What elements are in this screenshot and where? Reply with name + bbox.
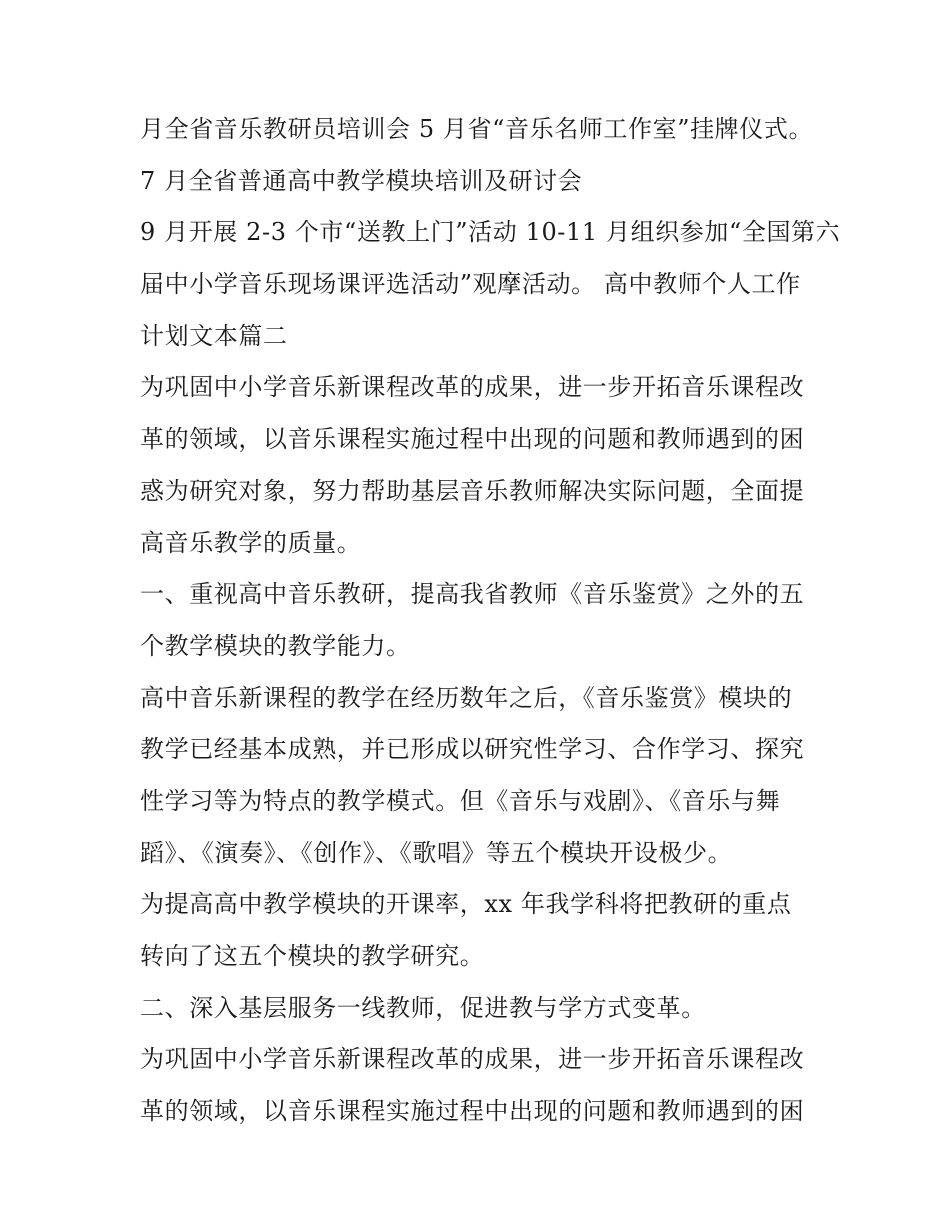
text-line: 9 月开展 2-3 个市“送教上门”活动 10-11 月组织参加“全国第六 <box>140 218 841 247</box>
section-heading-line: 一、重视高中音乐教研，提高我省教师《音乐鉴赏》之外的五 <box>140 580 805 609</box>
text-line: 转向了这五个模块的教学研究。 <box>140 942 485 970</box>
text-line: 届中小学音乐现场课评选活动”观摩活动。 高中教师个人工作 <box>140 270 801 299</box>
text-line: 为提高高中教学模块的开课率，xx 年我学科将把教研的重点 <box>140 890 792 919</box>
text-line: 高音乐教学的质量。 <box>140 528 362 557</box>
text-line: 惑为研究对象，努力帮助基层音乐教师解决实际问题，全面提 <box>140 476 805 505</box>
text-line: 革的领域，以音乐课程实施过程中出现的问题和教师遇到的困 <box>140 425 805 454</box>
text-line: 革的领域，以音乐课程实施过程中出现的问题和教师遇到的困 <box>140 1097 805 1126</box>
section-heading-line: 二、深入基层服务一线教师，促进教与学方式变革。 <box>140 993 706 1022</box>
text-line: 性学习等为特点的教学模式。但《音乐与戏剧》、《音乐与舞 <box>140 786 781 815</box>
text-line: 蹈》、《演奏》、《创作》、《歌唱》等五个模块开设极少。 <box>140 838 733 867</box>
text-line: 7 月全省普通高中教学模块培训及研讨会 <box>140 166 583 195</box>
text-line: 高中音乐新课程的教学在经历数年之后，《音乐鉴赏》模块的 <box>140 683 793 712</box>
text-line: 月全省音乐教研员培训会 5 月省“音乐名师工作室”挂牌仪式。 <box>140 115 814 143</box>
text-line: 计划文本篇二 <box>140 321 288 350</box>
text-line: 教学已经基本成熟，并已形成以研究性学习、合作学习、探究 <box>140 735 805 764</box>
text-line: 为巩固中小学音乐新课程改革的成果，进一步开拓音乐课程改 <box>140 373 805 402</box>
document-body <box>140 104 841 1138</box>
section-heading-line: 个教学模块的教学能力。 <box>140 631 411 660</box>
text-line: 为巩固中小学音乐新课程改革的成果，进一步开拓音乐课程改 <box>140 1045 805 1074</box>
